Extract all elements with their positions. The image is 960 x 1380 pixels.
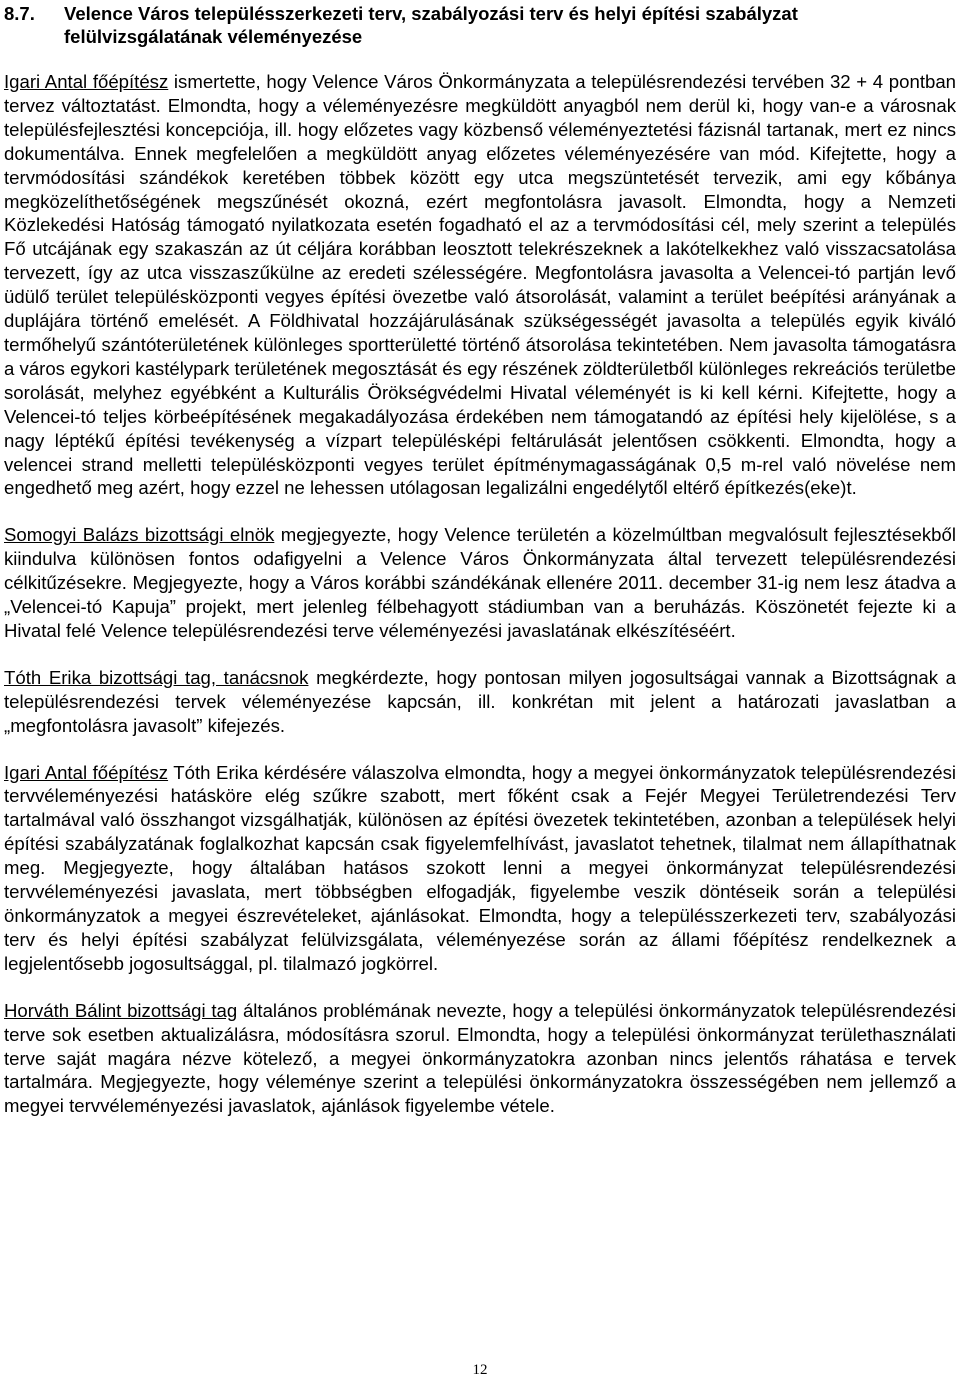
- document-page: [4, 0, 956, 1118]
- speaker-name: Igari Antal főépítész: [4, 761, 169, 783]
- paragraph: [4, 999, 956, 1119]
- speaker-name: Igari Antal főépítész: [4, 71, 169, 92]
- paragraph: [4, 70, 956, 500]
- paragraph-text: megkérdezte, hogy pontosan milyen jogosultságai vannak a Bizottságnak a településrendezési tervek véleményezése kapcsán, ill. konkrétan mit jelent a határozati javaslatban a „megfontolásra javasolt” kifejezés.: [4, 666, 956, 736]
- paragraph-text: ismertette, hogy Velence Város Önkormányzata a településrendezési tervében 32 + 4 pontban tervez változtatást. Elmondta, hogy a véleményezésre megküldött anyagból nem derül ki, hogy van-e a városnak településfejlesztési koncepciója, ill. hogy előzetes vagy közbenső véleményeztetési fázisnál tartanak, mert ez nincs dokumentálva. Ennek megfelelően a megküldött anyag előzetes véleményezésére van mód. Kifejtette, hogy a tervmódosítási szándékok keretében többek között egy utca megszüntetését tervezik, ami egy kőbánya megközelíthetőségének megszűnését okozná, ezért megfontolásra javasolt. Elmondta, hogy a Nemzeti Közlekedési Hatóság támogató nyilatkozata esetén fogadható el az a tervmódosítási cél, mely szerint a település Fő utcájának egy szakaszán az út céljára korábban leosztott telekrészeknek a lakótelkekhez való visszacsatolása tervezett, így az utca visszaszűkülne az eredeti szélességére. Megfontolásra javasolta a Velencei-tó partján levő üdülő terület településközponti vegyes építési övezetbe való átsorolását, valamint a terület beépítési arányának a duplájára történő emelését. A Földhivatal hozzájárulásának szükségességét javasolta a település egyik kiváló termőhelyű szántóterületének különleges sportterületté történő átsorolása tekintetében. Nem javasolta támogatásra a város egykori kastélypark területének megosztását és egy részének zöldterületből különleges rekreációs területbe sorolását, melyhez egyébként a Kulturális Örökségvédelmi Hivatal véleményét is ki kell kérni. Kifejtette, hogy a Velencei-tó teljes körbeépítésének megakadályozása érdekében nem támogatandó az építési hely kijelölése, s a nagy léptékű építési tevékenység a vízpart településképi feltárulását jelentősen csökkenti. Elmondta, hogy a velencei strand melletti településközponti vegyes terület építménymagasságának 0,5 m-rel való növelése nem engedhető meg azért, hogy ezzel ne lehessen utólagosan legalizálni engedélytől eltérő építkezés(eke)t.: [4, 71, 957, 499]
- paragraph-text: általános problémának nevezte, hogy a települési önkormányzatok településrendezési terve sok esetben aktualizálásra, módosításra szorul. Elmondta, hogy a települési önkormányzat területhasználati terve saját magára nézve kötelező, a megyei önkormányzatokra azonban nincs jelentős ráhatása e tervek tartalmára. Megjegyezte, hogy véleménye szerint a települési önkormányzatokra összességében nem jellemző a megyei tervvéleményezési javaslatok, ajánlások figyelembe vétele.: [4, 999, 956, 1117]
- paragraph: [4, 761, 956, 976]
- paragraph-text: Tóth Erika kérdésére válaszolva elmondta, hogy a megyei önkormányzatok településrendezési tervvéleményezési hatásköre elég szűkre szabott, mert főként csak a Fejér Megyei Területrendezési Terv tartalmával való összhangot vizsgálhatják, különösen az építési övezetek tekintetében, azonban a települések helyi építési szabályzatának foglalkozhat kapcsán csak figyelemfelhívást, javaslatot tehetnek, tilalmat nem állapíthatnak meg. Megjegyezte, hogy általában hatásos szokott lenni a megyei önkormányzat településrendezési tervvéleményezési javaslata, mert többségben elfogadják, figyelembe veszik döntéseik során a települési önkormányzatok a megyei észrevételeket, ajánlásokat. Elmondta, hogy a településszerkezeti terv, szabályozási terv és helyi építési szabályzat felülvizsgálata, véleményezése során az állami főépítész rendelkeznek a legjelentősebb jogosultsággal, pl. tilalmazó jogkörrel.: [4, 761, 956, 974]
- speaker-name: Tóth Erika bizottsági tag, tanácsnok: [4, 666, 309, 688]
- speaker-name: Somogyi Balázs bizottsági elnök: [4, 524, 275, 546]
- paragraph: [4, 666, 956, 738]
- section-heading: [4, 2, 956, 48]
- page-number: 12: [472, 1362, 488, 1378]
- section-number: 8.7.: [4, 3, 35, 24]
- paragraph-text: megjegyezte, hogy Velence területén a közelmúltban megvalósult fejlesztésekből kiindulva különösen fontos odafigyelni a Velence Város Önkormányzata által tervezett településrendezési célkitűzésekre. Megjegyezte, hogy a Város korábbi szándékának ellenére 2011. december 31-ig nem lesz átadva a „Velencei-tó Kapuja” projekt, mert jelenleg félbehagyott stádiumban van a beruházás. Köszönetét fejezte ki a Hivatal felé Velence településrendezési terve véleményezési javaslatának elkészítéséért.: [4, 524, 956, 641]
- paragraph: [4, 523, 956, 643]
- speaker-name: Horváth Bálint bizottsági tag: [4, 999, 238, 1021]
- section-title: Velence Város településszerkezeti terv, szabályozási terv és helyi építési szabályzat felülvizsgálatának véleményezése: [64, 3, 798, 47]
